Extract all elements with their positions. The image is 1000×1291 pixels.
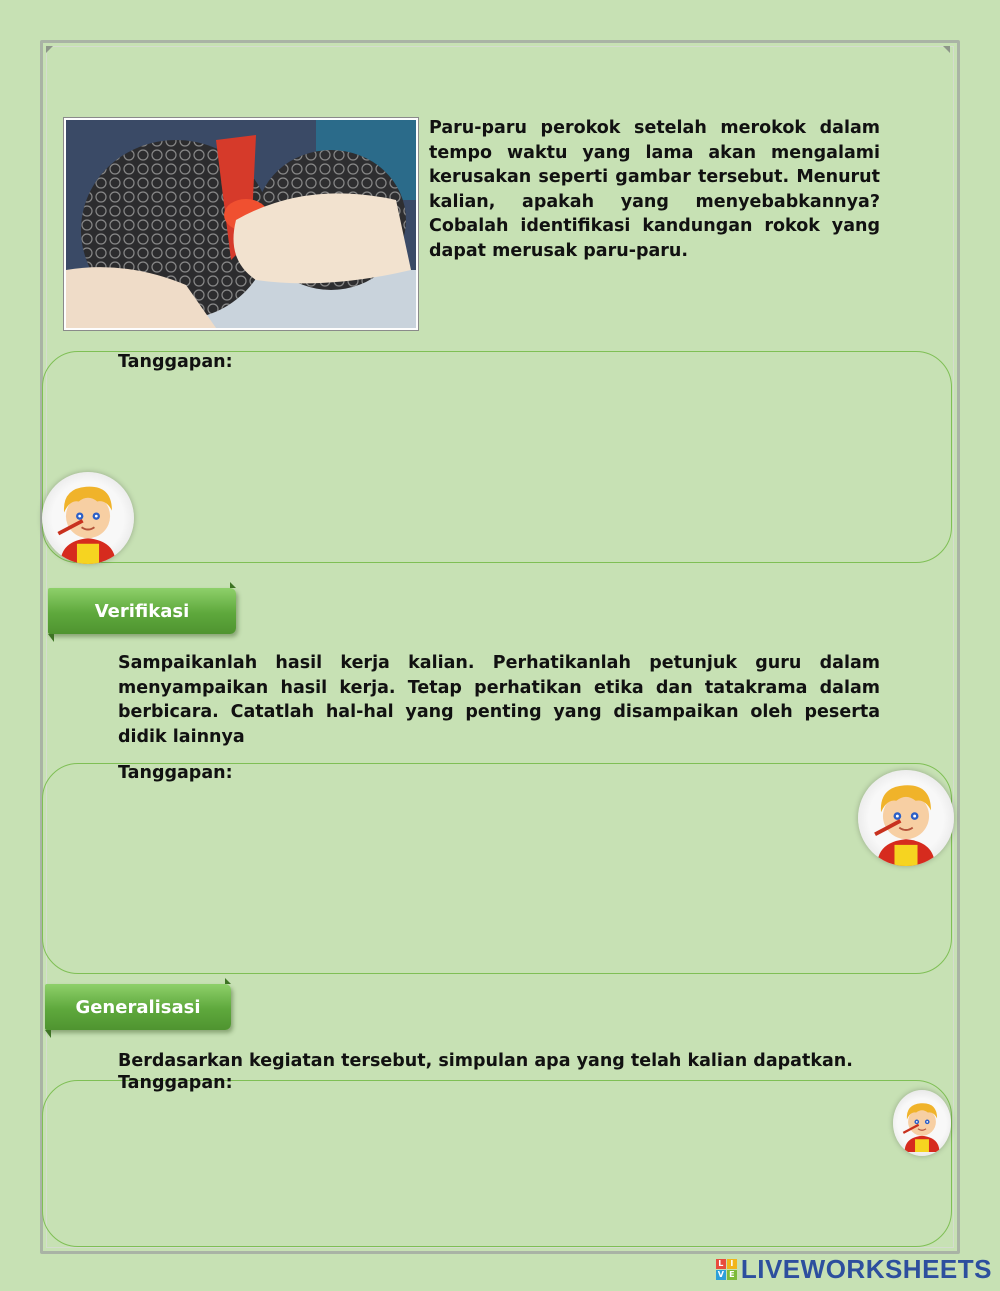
response-label-1: Tanggapan: (118, 352, 233, 372)
boy-avatar-icon (893, 1090, 951, 1156)
frame-corner-mark (943, 46, 950, 53)
verifikasi-title: Verifikasi (94, 600, 190, 622)
liveworksheets-mark-icon: L I V E (716, 1259, 737, 1280)
boy-avatar-icon (42, 472, 134, 564)
verifikasi-text: Sampaikanlah hasil kerja kalian. Perhatikanlah petunjuk guru dalam menyampaikan hasil kerja. Tetap perhatikan etika dan tatakrama dalam berbicara. Catatlah hal-hal yang penting yang disampaikan oleh peserta didik lainnya (118, 653, 880, 747)
generalisasi-text: Berdasarkan kegiatan tersebut, simpulan apa yang telah kalian dapatkan. (118, 1051, 853, 1071)
liveworksheets-brand: LIVEWORKSHEETS (740, 1254, 992, 1284)
intro-text: Paru-paru perokok setelah merokok dalam tempo waktu yang lama akan mengalami kerusakan seperti gambar tersebut. Menurut kalian, apakah yang menyebabkannya? Cobalah identifikasi kandungan rokok yang dapat merusak paru-paru. (429, 118, 880, 261)
verifikasi-ribbon (48, 588, 236, 634)
boy-avatar-icon (858, 770, 954, 866)
frame-corner-mark (46, 46, 53, 53)
generalisasi-ribbon (45, 984, 231, 1030)
liveworksheets-logo[interactable] (716, 1254, 992, 1285)
response-box-3[interactable] (42, 1080, 952, 1247)
generalisasi-title: Generalisasi (75, 996, 201, 1018)
response-box-1[interactable] (42, 351, 952, 563)
response-label-2: Tanggapan: (118, 763, 233, 783)
response-box-2[interactable] (42, 763, 952, 974)
response-label-3: Tanggapan: (118, 1073, 233, 1093)
lungs-photo (64, 118, 418, 330)
